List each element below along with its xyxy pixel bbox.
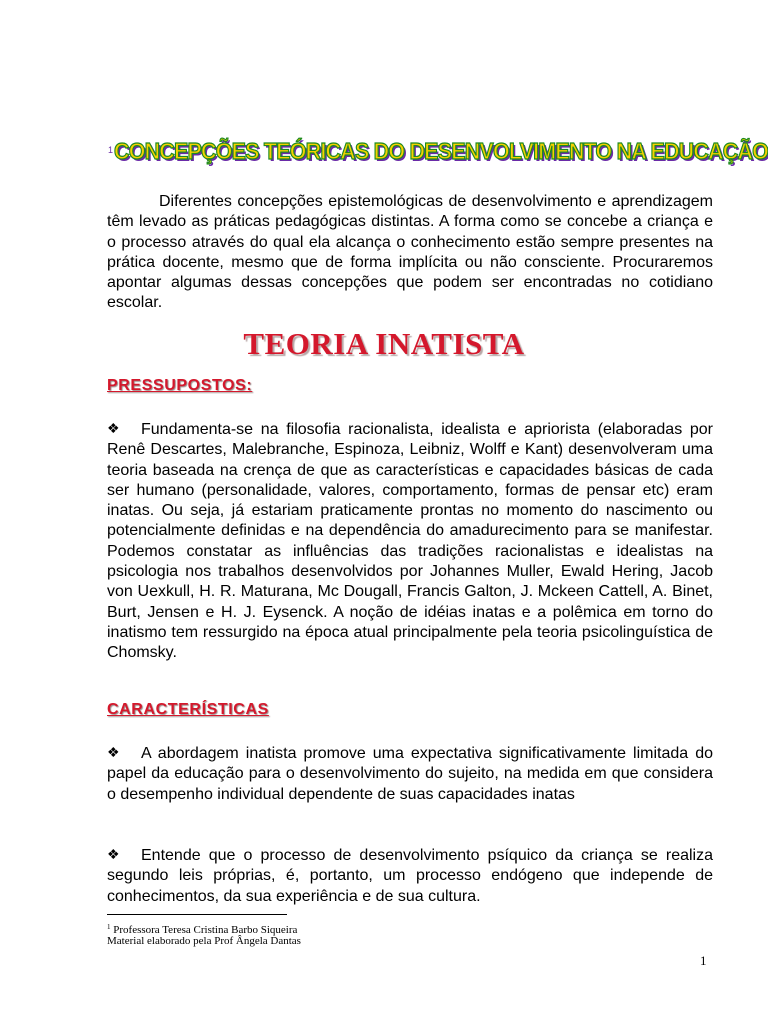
pressupostos-paragraph [107, 418, 713, 664]
caracteristicas-item [107, 844, 713, 907]
caracteristicas-heading: CARACTERÍSTICAS [107, 701, 269, 718]
pressupostos-heading: PRESSUPOSTOS: [107, 377, 253, 394]
footnote-mark: 1 [107, 923, 111, 931]
document-title: CONCEPÇÕES TEÓRICAS DO DESENVOLVIMENTO NA EDUCAÇÃO [114, 138, 768, 164]
caracteristicas-item [107, 742, 713, 805]
caracteristicas-item-text: A abordagem inatista promove uma expectativa significativamente limitada do papel da educação para o desenvolvimento do sujeito, na medida em que considera o desempenho individual dependente de suas capacidades inatas [107, 745, 713, 803]
footnote-text: Professora Teresa Cristina Barbo Siqueira [113, 924, 298, 936]
section-title: TEORIA INATISTA [243, 326, 525, 361]
pressupostos-text: Fundamenta-se na filosofia racionalista, idealista e apriorista (elaboradas por Renê Descartes, Malebranche, Espinoza, Leibniz, Wolff e Kant) desenvolveram uma teoria baseada na crença de que as características e capacidades básicas de cada ser humano (personalidade, valores, comportamento, formas de pensar etc) eram inatas. Ou seja, já estariam praticamente prontas no momento do nascimento ou potencialmente definidas e na dependência do amadurecimento para se manifestar. Podemos constatar as influências das tradições racionalistas e idealistas na psicologia nos trabalhos desenvolvidos por Johannes Muller, Ewald Hering, Jacob von Uexkull, H. R. Maturana, Mc Dougall, Francis Galton, J. Mckeen Cattell, A. Binet, Burt, Jensen e H. J. Eysenck. A noção de idéias inatas e a polêmica em torno do inatismo tem ressurgido na época atual principalmente pela teoria psicolinguística de Chomsky. [107, 421, 713, 662]
bullet-icon: ❖ [107, 420, 120, 436]
caracteristicas-item-text: Entende que o processo de desenvolvimento psíquico da criança se realiza segundo leis próprias, é, portanto, um processo endógeno que independe de conhecimentos, da sua experiência e de sua cultura. [107, 847, 713, 905]
document-title-row [108, 138, 768, 165]
intro-paragraph [107, 192, 713, 314]
intro-text: Diferentes concepções epistemológicas de desenvolvimento e aprendizagem têm levado as práticas pedagógicas distintas. A forma como se concebe a criança e o processo através do qual ela alcança o conhecimento estão sempre presentes na prática docente, mesmo que de forma implícita ou não consciente. Procuraremos apontar algumas dessas concepções que podem ser encontradas no cotidiano escolar. [107, 193, 713, 312]
page-number: 1 [700, 953, 707, 968]
footnote-2: Material elaborado pela Prof Ângela Dantas [107, 935, 301, 947]
bullet-icon: ❖ [107, 744, 120, 760]
title-footnote-mark: 1 [108, 145, 114, 155]
bullet-icon: ❖ [107, 846, 120, 862]
footnote-divider [107, 914, 287, 915]
